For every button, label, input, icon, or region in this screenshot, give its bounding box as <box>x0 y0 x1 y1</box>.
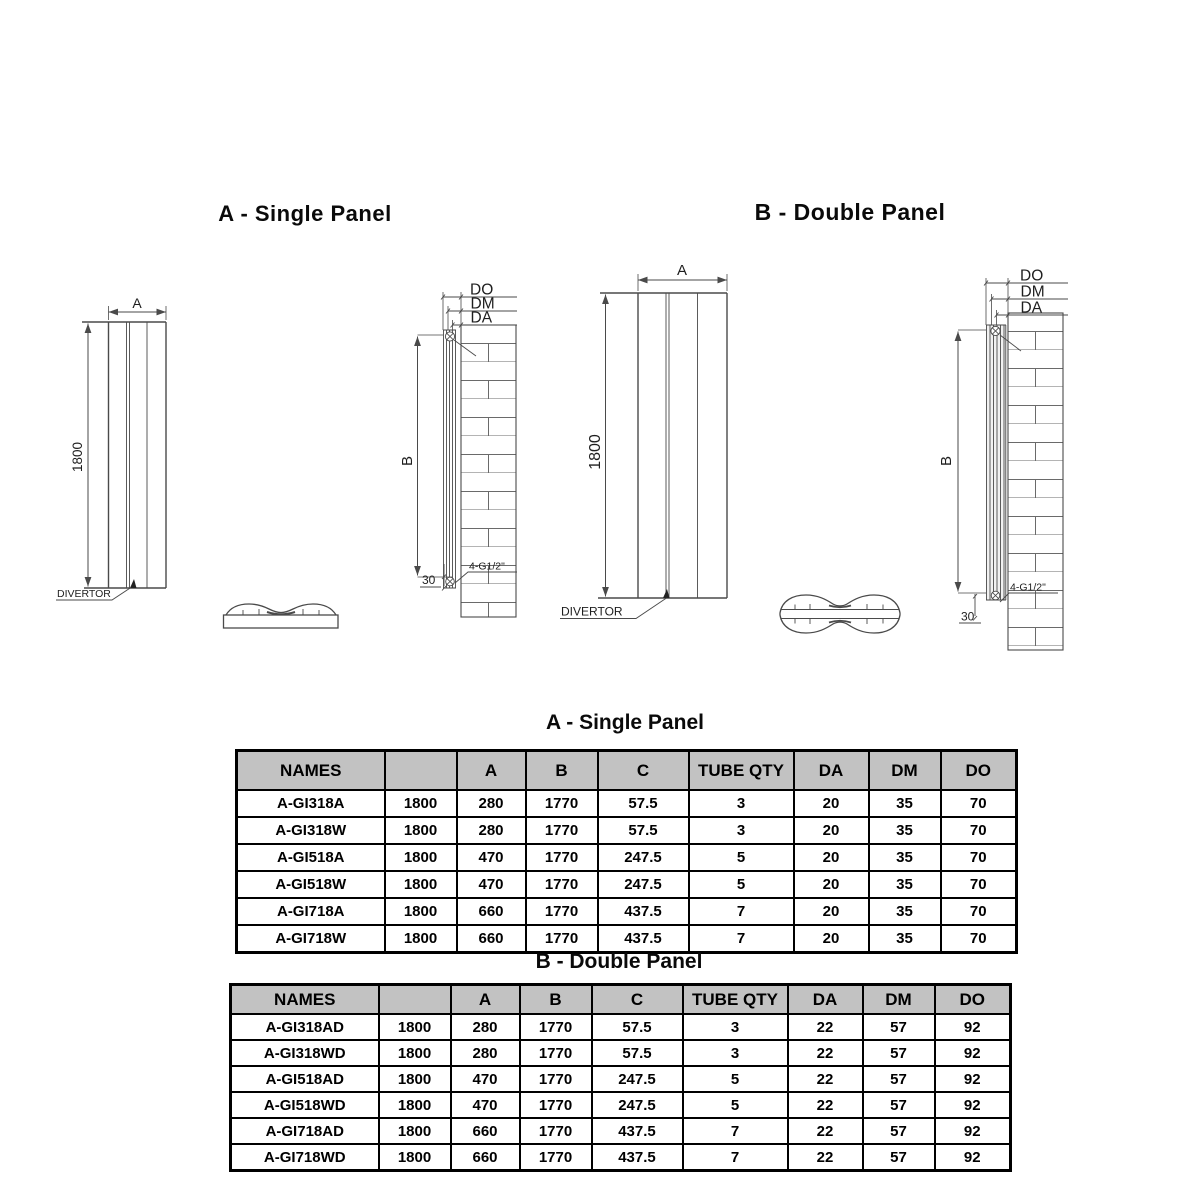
dim-label-da: DA <box>470 309 493 327</box>
table-cell: 92 <box>935 1144 1011 1171</box>
table-row <box>231 1066 1011 1092</box>
panel-section-fill <box>987 325 1006 600</box>
table-b-header <box>231 985 1011 1015</box>
bottom-connection-bracket <box>991 591 1000 600</box>
table-row <box>237 790 1017 817</box>
connection-label: 4-G1/2" <box>469 560 505 573</box>
table-cell: A-GI318A <box>237 790 385 817</box>
table-cell: 1770 <box>520 1118 592 1144</box>
table-cell: 57 <box>863 1092 935 1118</box>
table-cell: 1800 <box>379 1144 451 1171</box>
table-b-body <box>231 1014 1011 1171</box>
double-panel-side-view <box>958 278 1068 650</box>
table-cell: 22 <box>788 1144 863 1171</box>
table-cell: A-GI318AD <box>231 1014 379 1040</box>
table-cell: 70 <box>941 871 1017 898</box>
drawing-a-title: A - Single Panel <box>218 201 392 226</box>
header-cell-b: B <box>520 985 592 1015</box>
table-cell: A-GI318W <box>237 817 385 844</box>
table-row <box>237 898 1017 925</box>
panel-inner-lines <box>666 293 698 598</box>
header-cell-names: NAMES <box>237 751 385 791</box>
table-cell: 7 <box>683 1144 788 1171</box>
table-cell: 437.5 <box>598 898 689 925</box>
panel-base <box>224 615 339 628</box>
table-cell: A-GI718A <box>237 898 385 925</box>
brick-wall <box>461 325 516 617</box>
table-cell: 1770 <box>520 1014 592 1040</box>
dim-b <box>958 330 986 593</box>
table-cell: 70 <box>941 898 1017 925</box>
table-cell: A-GI318WD <box>231 1040 379 1066</box>
table-row <box>231 1144 1011 1171</box>
table-cell: 35 <box>869 844 941 871</box>
panel-section-lines <box>443 330 456 588</box>
table-cell: 22 <box>788 1092 863 1118</box>
table-cell: 35 <box>869 871 941 898</box>
table-cell: 437.5 <box>598 925 689 953</box>
table-cell: 5 <box>689 871 794 898</box>
dim-label-a: A <box>132 295 142 311</box>
table-cell: 470 <box>457 844 526 871</box>
table-cell: 57 <box>863 1014 935 1040</box>
double-panel-front-view <box>560 274 727 619</box>
table-cell: 660 <box>457 925 526 953</box>
header-cell-dm: DM <box>863 985 935 1015</box>
table-cell: 1800 <box>385 817 457 844</box>
table-row <box>237 844 1017 871</box>
dim-label-1800: 1800 <box>587 434 604 470</box>
panel-inner-lines <box>127 322 148 588</box>
table-cell: A-GI718WD <box>231 1144 379 1171</box>
table-cell: 1800 <box>379 1040 451 1066</box>
header-cell-tube-qty: TUBE QTY <box>689 751 794 791</box>
table-cell: 1800 <box>385 871 457 898</box>
dim-label-do: DO <box>1020 267 1044 285</box>
header-cell-do: DO <box>941 751 1017 791</box>
table-cell: 470 <box>457 871 526 898</box>
header-row <box>237 751 1017 791</box>
dim-label-b: B <box>938 455 955 467</box>
header-cell-names: NAMES <box>231 985 379 1015</box>
table-row <box>231 1118 1011 1144</box>
header-cell-blank <box>385 751 457 791</box>
table-cell: 70 <box>941 925 1017 953</box>
table-cell: 3 <box>689 817 794 844</box>
header-cell-blank <box>379 985 451 1015</box>
table-cell: 247.5 <box>592 1092 683 1118</box>
single-panel-top-view <box>224 604 339 628</box>
table-row <box>231 1040 1011 1066</box>
dim-label-b: B <box>399 455 416 467</box>
drawing-b-title: B - Double Panel <box>754 199 946 225</box>
table-cell: 280 <box>451 1040 520 1066</box>
table-cell: 1770 <box>520 1040 592 1066</box>
table-row <box>237 817 1017 844</box>
table-cell: 437.5 <box>592 1144 683 1171</box>
table-cell: 660 <box>457 898 526 925</box>
table-cell: 57 <box>863 1118 935 1144</box>
table-cell: 5 <box>689 844 794 871</box>
table-cell: 92 <box>935 1118 1011 1144</box>
table-cell: 92 <box>935 1066 1011 1092</box>
offset-label-30: 30 <box>422 573 436 587</box>
header-cell-a: A <box>457 751 526 791</box>
dim-label-da: DA <box>1020 299 1043 317</box>
table-cell: 20 <box>794 871 869 898</box>
table-cell: 1770 <box>520 1092 592 1118</box>
table-cell: 1770 <box>526 898 598 925</box>
dim-label-dm: DM <box>1020 283 1045 301</box>
table-cell: 35 <box>869 925 941 953</box>
table-cell: 1800 <box>379 1014 451 1040</box>
table-cell: 3 <box>683 1040 788 1066</box>
table-cell: A-GI518AD <box>231 1066 379 1092</box>
table-cell: 20 <box>794 925 869 953</box>
table-cell: 280 <box>451 1014 520 1040</box>
table-row <box>237 925 1017 953</box>
table-cell: A-GI718AD <box>231 1118 379 1144</box>
table-cell: 22 <box>788 1118 863 1144</box>
table-cell: 660 <box>451 1144 520 1171</box>
panel-profile <box>780 595 900 633</box>
table-cell: 57.5 <box>592 1040 683 1066</box>
table-cell: 1770 <box>520 1066 592 1092</box>
table-cell: 92 <box>935 1092 1011 1118</box>
table-row <box>231 1014 1011 1040</box>
table-cell: 280 <box>457 817 526 844</box>
table-b-title: B - Double Panel <box>535 950 703 973</box>
table-cell: 3 <box>689 790 794 817</box>
table-cell: 57.5 <box>598 790 689 817</box>
table-a-body <box>237 790 1017 953</box>
table-cell: 5 <box>683 1092 788 1118</box>
table-cell: 660 <box>451 1118 520 1144</box>
table-a <box>235 749 1018 954</box>
table-cell: 70 <box>941 817 1017 844</box>
header-cell-tube-qty: TUBE QTY <box>683 985 788 1015</box>
table-cell: 92 <box>935 1040 1011 1066</box>
table-cell: 1770 <box>526 844 598 871</box>
dim-label-a: A <box>676 262 688 279</box>
table-cell: 70 <box>941 844 1017 871</box>
table-cell: 57.5 <box>592 1014 683 1040</box>
table-cell: 20 <box>794 790 869 817</box>
table-cell: 22 <box>788 1014 863 1040</box>
dim-label-dm: DM <box>470 295 495 313</box>
table-cell: 3 <box>683 1014 788 1040</box>
table-cell: A-GI718W <box>237 925 385 953</box>
panel-outline <box>82 322 166 588</box>
brick-wall <box>1008 313 1063 650</box>
table-cell: 92 <box>935 1014 1011 1040</box>
header-cell-do: DO <box>935 985 1011 1015</box>
table-cell: 22 <box>788 1040 863 1066</box>
table-cell: 57 <box>863 1066 935 1092</box>
table-cell: 1800 <box>385 898 457 925</box>
dim-label-1800: 1800 <box>70 441 85 473</box>
table-cell: 470 <box>451 1066 520 1092</box>
table-cell: 57 <box>863 1040 935 1066</box>
divertor-label: DIVERTOR <box>57 588 111 600</box>
table-row <box>237 871 1017 898</box>
table-cell: 1800 <box>379 1092 451 1118</box>
table-cell: A-GI518WD <box>231 1092 379 1118</box>
table-cell: 247.5 <box>592 1066 683 1092</box>
table-cell: 1800 <box>379 1118 451 1144</box>
header-cell-c: C <box>598 751 689 791</box>
table-cell: 1800 <box>385 925 457 953</box>
table-b <box>229 983 1012 1172</box>
table-cell: 20 <box>794 817 869 844</box>
dim-label-do: DO <box>470 281 494 299</box>
divertor-mark <box>130 579 137 588</box>
offset-label-30: 30 <box>961 609 975 624</box>
header-cell-da: DA <box>794 751 869 791</box>
table-a-title: A - Single Panel <box>546 711 704 734</box>
header-cell-dm: DM <box>869 751 941 791</box>
double-panel-top-view <box>780 595 900 633</box>
table-cell: 437.5 <box>592 1118 683 1144</box>
table-cell: 5 <box>683 1066 788 1092</box>
table-cell: 1770 <box>526 817 598 844</box>
table-cell: A-GI518W <box>237 871 385 898</box>
table-cell: 7 <box>689 898 794 925</box>
table-cell: 1800 <box>385 790 457 817</box>
table-cell: 247.5 <box>598 871 689 898</box>
table-cell: 22 <box>788 1066 863 1092</box>
table-cell: 35 <box>869 790 941 817</box>
connection-label: 4-G1/2" <box>1010 581 1046 594</box>
table-cell: 1770 <box>526 871 598 898</box>
table-cell: 7 <box>689 925 794 953</box>
table-cell: 35 <box>869 898 941 925</box>
table-cell: 1770 <box>526 925 598 953</box>
panel-outline <box>598 293 727 598</box>
table-cell: 280 <box>457 790 526 817</box>
header-row <box>231 985 1011 1015</box>
header-cell-b: B <box>526 751 598 791</box>
table-cell: 35 <box>869 817 941 844</box>
header-cell-da: DA <box>788 985 863 1015</box>
table-cell: 20 <box>794 844 869 871</box>
table-cell: 70 <box>941 790 1017 817</box>
table-cell: 1800 <box>379 1066 451 1092</box>
table-cell: 57 <box>863 1144 935 1171</box>
table-cell: 1800 <box>385 844 457 871</box>
bottom-connection-bracket <box>446 577 455 586</box>
table-row <box>231 1092 1011 1118</box>
table-cell: 1770 <box>520 1144 592 1171</box>
table-cell: 7 <box>683 1118 788 1144</box>
divertor-label: DIVERTOR <box>561 604 623 619</box>
table-cell: 470 <box>451 1092 520 1118</box>
table-cell: A-GI518A <box>237 844 385 871</box>
table-cell: 20 <box>794 898 869 925</box>
table-cell: 1770 <box>526 790 598 817</box>
table-a-header <box>237 751 1017 791</box>
table-cell: 247.5 <box>598 844 689 871</box>
header-cell-c: C <box>592 985 683 1015</box>
header-cell-a: A <box>451 985 520 1015</box>
table-cell: 57.5 <box>598 817 689 844</box>
